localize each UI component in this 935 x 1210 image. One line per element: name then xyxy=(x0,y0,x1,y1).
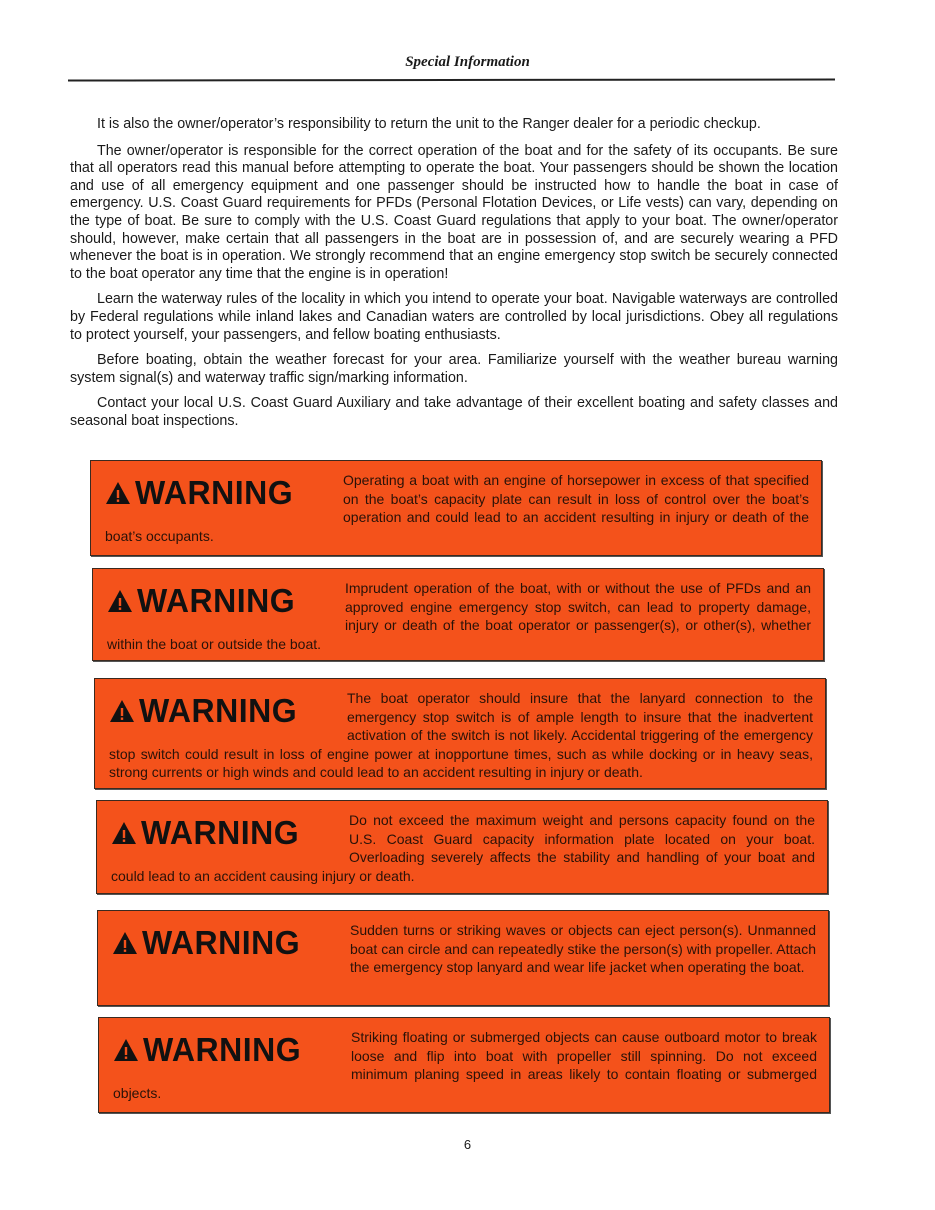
warning-header xyxy=(112,917,350,969)
warning-text: Operating a boat with an engine of horsepower in excess of that specified on the boat’s capacity plate can result in loss of control over the boat’s operation and could lead to an accident resulting in injury or death of the boat’s occupants. xyxy=(105,472,809,544)
warning-box xyxy=(98,1017,830,1113)
warning-header xyxy=(105,467,343,519)
warning-label: WARNING xyxy=(139,691,298,729)
warning-box xyxy=(97,910,829,1006)
body-text xyxy=(70,116,838,439)
warning-label: WARNING xyxy=(141,813,300,851)
paragraph: It is also the owner/operator’s responsibility to return the unit to the Ranger dealer for a periodic checkup. xyxy=(97,116,761,132)
page-header-title: Special Information xyxy=(405,54,530,70)
warning-triangle-icon xyxy=(113,1038,139,1062)
warning-header xyxy=(111,807,349,859)
warning-label: WARNING xyxy=(135,473,294,511)
warning-box xyxy=(96,800,828,894)
warning-triangle-icon xyxy=(107,589,133,613)
warning-header xyxy=(107,575,345,627)
paragraph: Before boating, obtain the weather forecast for your area. Familiarize yourself with the weather bureau warning system signal(s) and waterway traffic sign/marking information. xyxy=(70,352,838,386)
page-number: 6 xyxy=(463,1137,472,1152)
warning-triangle-icon xyxy=(105,481,131,505)
warning-label: WARNING xyxy=(143,1030,302,1068)
paragraph: The owner/operator is responsible for the correct operation of the boat and for the safety of its occupants. Be sure that all operators read this manual before attempting to operate the boat. Your passengers should be shown the location and use of all emergency equipment and one passenger should be instructed how to handle the boat in case of emergency. U.S. Coast Guard requirements for PFDs (Personal Flotation Devices, or Life vests) can vary, depending on the type of boat. Be sure to comply with the U.S. Coast Guard regulations that apply to your boat. The owner/operator should, however, make certain that all passengers in the boat are in possession of, and are securely wearing a PFD whenever the boat is in operation. We strongly recommend that an engine emergency stop switch be securely connected to the boat operator any time that the engine is in operation! xyxy=(70,142,838,282)
warning-header xyxy=(109,685,347,737)
warning-box xyxy=(94,678,826,789)
warning-text: Imprudent operation of the boat, with or without the use of PFDs and an approved engine emergency stop switch, can lead to property damage, injury or death of the boat operator or passenger(s), or other(s), whether within the boat or outside the boat. xyxy=(107,580,811,652)
warning-box xyxy=(90,460,822,556)
warning-header xyxy=(113,1024,351,1076)
warning-triangle-icon xyxy=(109,699,135,723)
warning-text: Do not exceed the maximum weight and persons capacity found on the U.S. Coast Guard capacity information plate located on your boat. Overloading severely affects the stability and handling of your boat and could lead to an accident causing injury or death. xyxy=(111,812,815,884)
warning-box xyxy=(92,568,824,661)
paragraph: Learn the waterway rules of the locality in which you intend to operate your boat. Navigable waterways are controlled by Federal regulations while inland lakes and Canadian waters are controlled by local jurisdictions. Obey all regulations to protect yourself, your passengers, and fellow boating enthusiasts. xyxy=(70,291,838,343)
paragraph: Contact your local U.S. Coast Guard Auxiliary and take advantage of their excellent boating and safety classes and seasonal boat inspections. xyxy=(70,395,838,429)
warning-text: Sudden turns or striking waves or objects can eject person(s). Unmanned boat can circle and can repeatedly stike the person(s) with propeller. Attach the emergency stop lanyard and wear life jacket when operating the boat. xyxy=(350,922,816,975)
warning-text: The boat operator should insure that the lanyard connection to the emergency stop switch is of ample length to insure that the inadvertent activation of the switch is not likely. Accidental triggering of the emergency stop switch could result in loss of engine power at inopportune times, such as while docking or in heavy seas, strong currents or high winds and could lead to an accident resulting in injury or death. xyxy=(109,690,813,780)
warning-label: WARNING xyxy=(137,581,296,619)
warning-triangle-icon xyxy=(111,821,137,845)
warning-triangle-icon xyxy=(112,931,138,955)
warning-text: Striking floating or submerged objects can cause outboard motor to break loose and flip into boat with propeller still spinning. Do not exceed minimum planing speed in areas likely to contain floating or submerged objects. xyxy=(113,1029,817,1101)
header-divider xyxy=(68,78,835,81)
warning-label: WARNING xyxy=(142,923,301,961)
